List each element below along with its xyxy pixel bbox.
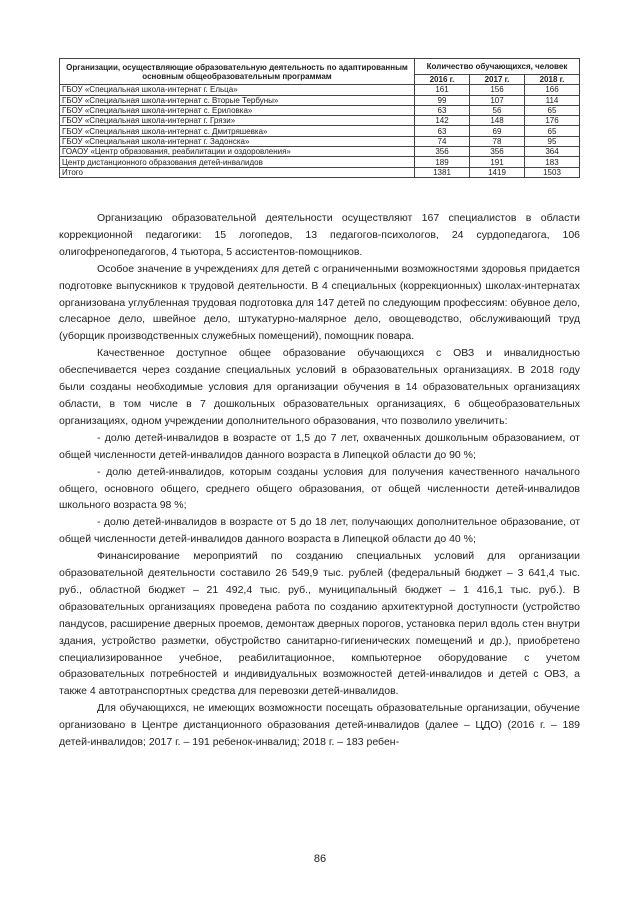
table-cell-organization: ГБОУ «Специальная школа-интернат с. Вторые Тербуны» bbox=[60, 95, 415, 105]
table-cell-count: 74 bbox=[415, 136, 470, 146]
table-cell-count: 69 bbox=[470, 126, 525, 136]
paragraph: Качественное доступное общее образование обучающихся с ОВЗ и инвалидностью обеспечивается через создание специальных условий в образовательных организациях. В 2018 году были созданы необходимые условия для организации обучения в 14 образовательных организациях области, в том числе в 7 дошкольных образовательных организациях, 6 общеобразовательных организациях, одном учреждении дополнительного образования, что позволило увеличить: bbox=[59, 347, 580, 427]
table-cell-count: 176 bbox=[525, 116, 580, 126]
table-cell-count: 99 bbox=[415, 95, 470, 105]
table-cell-count: 356 bbox=[415, 147, 470, 157]
header-year-2017: 2017 г. bbox=[470, 75, 525, 85]
header-year-2018: 2018 г. bbox=[525, 75, 580, 85]
page-number: 86 bbox=[313, 853, 327, 865]
table-cell-count: 191 bbox=[470, 157, 525, 167]
table-row bbox=[60, 85, 580, 95]
table-cell-count: 142 bbox=[415, 116, 470, 126]
table-cell-count: 148 bbox=[470, 116, 525, 126]
table-cell-organization: ГБОУ «Специальная школа-интернат с. Дмитряшевка» bbox=[60, 126, 415, 136]
table-row bbox=[60, 105, 580, 115]
paragraph: Для обучающихся, не имеющих возможности посещать образовательные организации, обучение организовано в Центре дистанционного образования детей-инвалидов (далее – ЦДО) (2016 г. – 189 детей-инвалидов; 2017 г. – 191 ребенок-инвалид; 2018 г. – 183 ребен- bbox=[59, 702, 580, 749]
table-cell-count: 161 bbox=[415, 85, 470, 95]
table-cell-count: 65 bbox=[525, 126, 580, 136]
table-cell-count: 63 bbox=[415, 126, 470, 136]
paragraph: - долю детей-инвалидов в возрасте от 5 до 18 лет, получающих дополнительное образование, от общей численности детей-инвалидов данного возраста в Липецкой области до 40 %; bbox=[59, 516, 580, 546]
table-cell-count: 189 bbox=[415, 157, 470, 167]
table-cell-organization: ГОАОУ «Центр образования, реабилитации и оздоровления» bbox=[60, 147, 415, 157]
header-student-count: Количество обучающихся, человек bbox=[415, 59, 580, 75]
table-row bbox=[60, 116, 580, 126]
students-table bbox=[59, 58, 580, 178]
table-cell-count: 166 bbox=[525, 85, 580, 95]
table-row bbox=[60, 167, 580, 177]
table-cell-count: 1381 bbox=[415, 167, 470, 177]
table-cell-count: 65 bbox=[525, 105, 580, 115]
table-cell-count: 356 bbox=[470, 147, 525, 157]
table-cell-count: 95 bbox=[525, 136, 580, 146]
table-cell-count: 1419 bbox=[470, 167, 525, 177]
body-text bbox=[59, 210, 580, 751]
table-cell-organization: ГБОУ «Специальная школа-интернат г. Ельца» bbox=[60, 85, 415, 95]
table-cell-count: 364 bbox=[525, 147, 580, 157]
table-cell-organization: Центр дистанционного образования детей-инвалидов bbox=[60, 157, 415, 167]
paragraph: Организацию образовательной деятельности осуществляют 167 специалистов в области коррекционной педагогики: 15 логопедов, 13 педагогов-психологов, 24 сурдопедагога, 106 олигофренопедагогов, 4 тьютора, 5 ассистентов-помощников. bbox=[59, 212, 580, 258]
table-cell-organization: ГБОУ «Специальная школа-интернат г. Задонска» bbox=[60, 136, 415, 146]
table-cell-count: 156 bbox=[470, 85, 525, 95]
table-cell-count: 107 bbox=[470, 95, 525, 105]
paragraph: Особое значение в учреждениях для детей с ограниченными возможностями здоровья придается подготовке выпускников к трудовой деятельности. В 4 специальных (коррекционных) школах-интернатах организована углубленная трудовая подготовка для 147 детей по следующим профессиям: обувное дело, слесарное дело, швейное дело, штукатурно-малярное дело, овощеводство, обслуживающий труд (уборщик производственных служебных помещений), помощник повара. bbox=[59, 262, 580, 343]
table-cell-count: 1503 bbox=[525, 167, 580, 177]
header-organizations: Организации, осуществляющие образовательную деятельность по адаптированным основным общеобразовательным программам bbox=[60, 59, 415, 85]
table-cell-count: 56 bbox=[470, 105, 525, 115]
table-body bbox=[60, 85, 580, 178]
table-cell-organization: ГБОУ «Специальная школа-интернат с. Ериловка» bbox=[60, 105, 415, 115]
paragraph: Финансирование мероприятий по созданию специальных условий для организации образовательной деятельности составило 26 549,9 тыс. рублей (федеральный бюджет – 3 641,4 тыс. руб., областной бюджет – 21 492,4 тыс. руб., муниципальный бюджет – 1 416,1 тыс. руб.). В образовательных организациях проведена работа по созданию архитектурной доступности (устройство пандусов, расширение дверных проемов, демонтаж дверных порогов, установка перил вдоль стен внутри здания, устройство разметки, обустройство санитарно-гигиенических помещений и др.), приобретено специализированное учебное, реабилитационное, компьютерное оборудование с учетом образовательных потребностей и индивидуальных возможностей детей-инвалидов и детей с ОВЗ, а также 4 автотранспортных средства для перевозки детей-инвалидов. bbox=[59, 550, 580, 698]
table-row bbox=[60, 147, 580, 157]
header-year-2016: 2016 г. bbox=[415, 75, 470, 85]
table-row bbox=[60, 136, 580, 146]
table-row bbox=[60, 126, 580, 136]
table-header-row bbox=[60, 59, 580, 75]
paragraph: - долю детей-инвалидов, которым созданы условия для получения качественного начального общего, основного общего, среднего общего образования, от общей численности детей-инвалидов школьного возраста 98 %; bbox=[59, 465, 580, 512]
table-cell-organization: ГБОУ «Специальная школа-интернат г. Грязи» bbox=[60, 116, 415, 126]
table-cell-count: 63 bbox=[415, 105, 470, 115]
table-cell-count: 114 bbox=[525, 95, 580, 105]
paragraph: - долю детей-инвалидов в возрасте от 1,5 до 7 лет, охваченных дошкольным образованием, от общей численности детей-инвалидов данного возраста в Липецкой области до 90 %; bbox=[59, 431, 580, 461]
table-cell-count: 78 bbox=[470, 136, 525, 146]
table-cell-organization: Итого bbox=[60, 167, 415, 177]
table-cell-count: 183 bbox=[525, 157, 580, 167]
table-row bbox=[60, 95, 580, 105]
table-row bbox=[60, 157, 580, 167]
